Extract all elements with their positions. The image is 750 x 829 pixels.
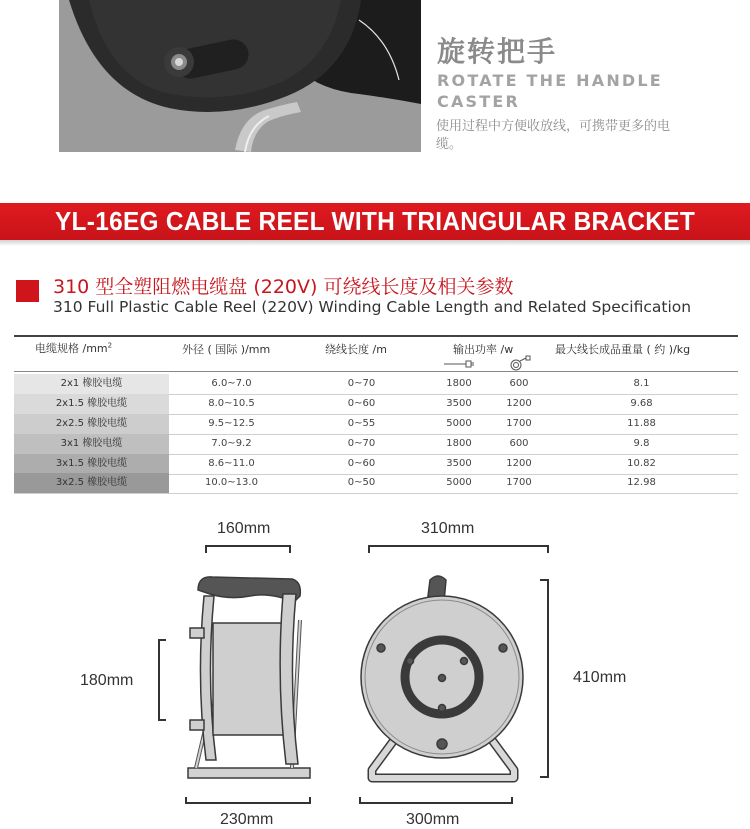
row-winding-length: 0~55 [347, 418, 376, 429]
row-weight: 8.1 [633, 378, 650, 389]
row-spec: 3x2.5 橡胶电缆 [14, 473, 169, 493]
header-spec-superscript: 2 [107, 341, 113, 350]
feature-title-en-line1: ROTATE THE HANDLE [437, 71, 663, 90]
reel-handle-photo [59, 0, 421, 152]
row-power-straight: 5000 [446, 418, 472, 429]
row-winding-length: 0~50 [347, 477, 376, 488]
section-marker [16, 280, 39, 302]
row-spec: 3x1 橡胶电缆 [14, 434, 169, 454]
row-power-straight: 3500 [446, 398, 472, 409]
row-power-straight: 1800 [446, 378, 472, 389]
row-power-coiled: 600 [509, 378, 529, 389]
dim-side-left: 180mm [80, 672, 134, 689]
row-spec: 2x1 橡胶电缆 [14, 374, 169, 394]
front-right-bracket [540, 580, 548, 777]
section-title-en: 310 Full Plastic Cable Reel (220V) Winding Cable Length and Related Specification [53, 298, 692, 316]
side-bottom-bracket [186, 797, 310, 803]
row-power-straight: 1800 [446, 438, 472, 449]
front-bottom-bracket [360, 797, 512, 803]
header-winding-length: 绕线长度 /m [325, 343, 387, 356]
feature-title-en [437, 70, 737, 112]
table-row [14, 414, 738, 435]
row-spec: 2x1.5 橡胶电缆 [14, 394, 169, 414]
row-power-coiled: 1700 [506, 477, 532, 488]
product-photo [59, 0, 421, 152]
dim-side-top: 160mm [217, 520, 271, 537]
table-row [14, 374, 738, 395]
banner-title: YL-16EG CABLE REEL WITH TRIANGULAR BRACKET [54, 206, 696, 236]
section-title-cn: 310 型全塑阻燃电缆盘 (220V) 可绕线长度及相关参数 [53, 276, 514, 298]
row-winding-length: 0~60 [347, 458, 376, 469]
row-winding-length: 0~60 [347, 398, 376, 409]
dim-front-right: 410mm [573, 669, 627, 686]
feature-description: 使用过程中方便收放线，可携带更多的电缆。 [436, 119, 671, 152]
front-view-reel [361, 576, 523, 778]
row-outer-diameter: 7.0~9.2 [211, 438, 252, 449]
row-outer-diameter: 9.5~12.5 [208, 418, 255, 429]
dim-front-top: 310mm [421, 520, 475, 537]
row-weight: 10.82 [627, 458, 656, 469]
feature-title-en-line2: CASTER [437, 92, 521, 111]
table-row [14, 454, 738, 475]
header-weight: 最大线长成品重量 ( 约 )/kg [555, 343, 691, 356]
dimension-diagrams [0, 505, 750, 827]
row-power-straight: 3500 [446, 458, 472, 469]
row-weight: 9.8 [633, 438, 650, 449]
row-weight: 11.88 [627, 418, 656, 429]
table-header-rule [14, 371, 738, 372]
row-winding-length: 0~70 [347, 438, 376, 449]
row-power-straight: 5000 [446, 477, 472, 488]
row-outer-diameter: 10.0~13.0 [205, 477, 258, 488]
row-weight: 9.68 [630, 398, 653, 409]
row-power-coiled: 1700 [506, 418, 532, 429]
header-spec-label: 电缆规格 /mm [35, 342, 108, 355]
row-power-coiled: 600 [509, 438, 529, 449]
banner-shadow [0, 240, 750, 246]
front-top-bracket [369, 546, 548, 553]
row-outer-diameter: 8.0~10.5 [208, 398, 255, 409]
power-sub-icons [440, 355, 535, 371]
row-power-coiled: 1200 [506, 458, 532, 469]
dim-side-bottom: 230mm [220, 811, 274, 828]
header-spec [35, 340, 112, 356]
side-top-bracket [206, 546, 290, 553]
header-output-power: 输出功率 /w [453, 343, 514, 356]
row-power-coiled: 1200 [506, 398, 532, 409]
row-spec: 3x1.5 橡胶电缆 [14, 454, 169, 474]
dim-front-bottom: 300mm [406, 811, 460, 828]
row-winding-length: 0~70 [347, 378, 376, 389]
row-spec: 2x2.5 橡胶电缆 [14, 414, 169, 434]
side-left-bracket [159, 640, 166, 720]
row-outer-diameter: 8.6~11.0 [208, 458, 255, 469]
table-row [14, 473, 738, 494]
row-weight: 12.98 [627, 477, 656, 488]
row-outer-diameter: 6.0~7.0 [211, 378, 252, 389]
coiled-cable-icon [511, 356, 530, 370]
table-row [14, 434, 738, 455]
feature-title-cn: 旋转把手 [437, 35, 558, 68]
side-view-reel [188, 577, 310, 778]
table-row [14, 394, 738, 415]
straight-cable-icon [444, 361, 474, 367]
header-outer-diameter: 外径 ( 国际 )/mm [182, 343, 271, 356]
table-top-rule [14, 335, 738, 337]
